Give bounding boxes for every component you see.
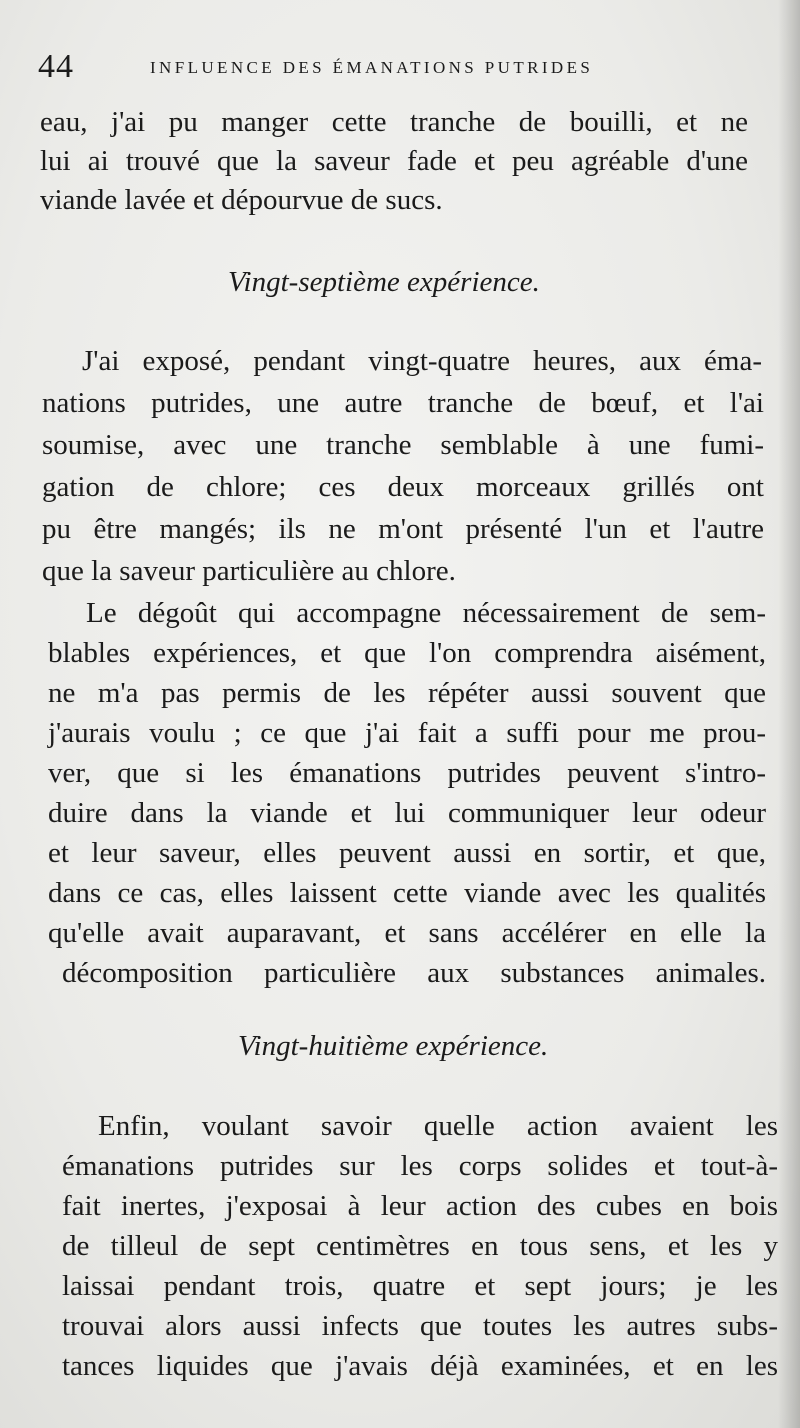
text-line: blables expériences, et que l'on comprendra aisément,: [48, 637, 766, 669]
text-line: duire dans la viande et lui communiquer leur odeur: [48, 797, 766, 829]
running-title: INFLUENCE DES ÉMANATIONS PUTRIDES: [150, 58, 594, 77]
text-line-last: que la saveur particulière au chlore.: [42, 555, 456, 587]
text-line: trouvai alors aussi infects que toutes les autres subs-: [62, 1310, 778, 1342]
text-line: gation de chlore; ces deux morceaux grillés ont: [42, 471, 764, 503]
text-line: nations putrides, une autre tranche de bœuf, et l'ai: [42, 387, 764, 419]
text-line: laissai pendant trois, quatre et sept jours; je les: [62, 1270, 778, 1302]
text-line: et leur saveur, elles peuvent aussi en sortir, et que,: [48, 837, 766, 869]
text-line: J'ai exposé, pendant vingt-quatre heures, aux éma-: [82, 345, 762, 377]
text-line: décomposition particulière aux substances animales.: [62, 957, 766, 989]
text-line: fait inertes, j'exposai à leur action des cubes en bois: [62, 1190, 778, 1222]
text-line: de tilleul de sept centimètres en tous sens, et les y: [62, 1230, 778, 1262]
text-line: eau, j'ai pu manger cette tranche de bouilli, et ne: [40, 106, 748, 138]
text-line: pu être mangés; ils ne m'ont présenté l'un et l'autre: [42, 513, 764, 545]
section-heading: Vingt-huitième expérience.: [238, 1030, 549, 1062]
text-line: émanations putrides sur les corps solides et tout-à-: [62, 1150, 778, 1182]
text-line: soumise, avec une tranche semblable à une fumi-: [42, 429, 764, 461]
text-line: tances liquides que j'avais déjà examinées, et en les: [62, 1350, 778, 1382]
text-line: ne m'a pas permis de les répéter aussi souvent que: [48, 677, 766, 709]
section-heading: Vingt-septième expérience.: [228, 266, 540, 298]
text-line: lui ai trouvé que la saveur fade et peu agréable d'une: [40, 145, 748, 177]
text-line: j'aurais voulu ; ce que j'ai fait a suffi pour me prou-: [48, 717, 766, 749]
text-line: qu'elle avait auparavant, et sans accélérer en elle la: [48, 917, 766, 949]
text-line: dans ce cas, elles laissent cette viande avec les qualités: [48, 877, 766, 909]
text-line: Enfin, voulant savoir quelle action avaient les: [98, 1110, 778, 1142]
page-edge-shadow: [778, 0, 800, 1428]
text-line: Le dégoût qui accompagne nécessairement de sem-: [86, 597, 766, 629]
page-number: 44: [38, 48, 74, 85]
text-line: ver, que si les émanations putrides peuvent s'intro-: [48, 757, 766, 789]
text-line-last: viande lavée et dépourvue de sucs.: [40, 184, 443, 216]
